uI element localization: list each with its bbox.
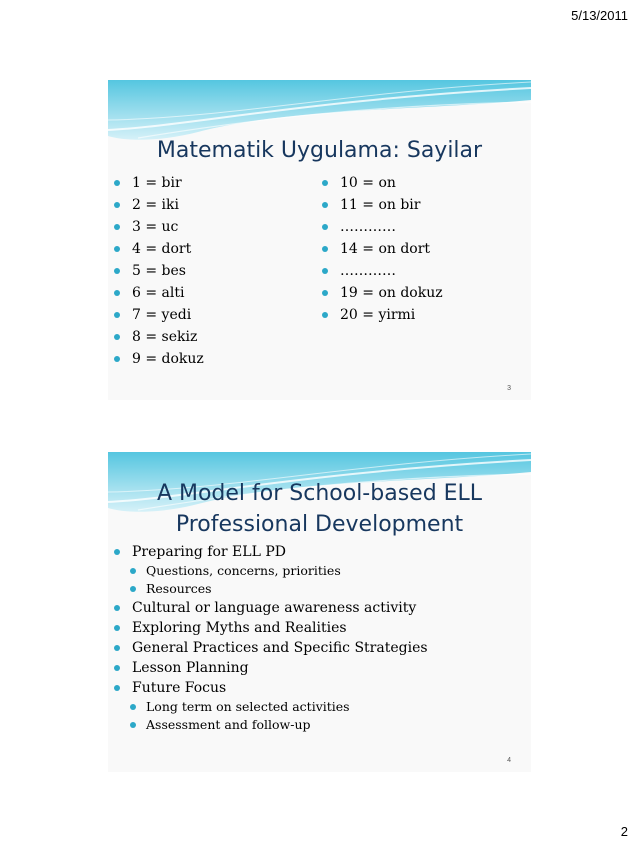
list-item: Exploring Myths and Realities	[114, 618, 428, 638]
list-item: …………	[322, 260, 443, 282]
slide-number: 3	[507, 385, 511, 392]
list-item: 9 = dokuz	[114, 348, 204, 370]
left-number-list	[114, 172, 204, 370]
slide-title	[108, 478, 531, 540]
list-subitem: Resources	[114, 580, 428, 598]
slide-4	[108, 452, 531, 772]
list-item: Cultural or language awareness activity	[114, 598, 428, 618]
list-item: 7 = yedi	[114, 304, 204, 326]
list-subitem: Long term on selected activities	[114, 698, 428, 716]
list-item: 19 = on dokuz	[322, 282, 443, 304]
page-number: 2	[620, 824, 628, 839]
list-item: 10 = on	[322, 172, 443, 194]
slide-title-line: Professional Development	[175, 512, 464, 537]
list-item: 1 = bir	[114, 172, 204, 194]
pd-outline-list	[114, 542, 428, 734]
list-item: 6 = alti	[114, 282, 204, 304]
slide-title-line: A Model for School-based ELL	[156, 481, 483, 506]
list-item: …………	[322, 216, 443, 238]
print-date: 5/13/2011	[571, 8, 628, 23]
slide-number: 4	[507, 757, 511, 764]
list-item: 4 = dort	[114, 238, 204, 260]
list-item: 3 = uc	[114, 216, 204, 238]
list-item: 8 = sekiz	[114, 326, 204, 348]
list-item: 2 = iki	[114, 194, 204, 216]
list-item: 11 = on bir	[322, 194, 443, 216]
slide-title: Matematik Uygulama: Sayilar	[156, 138, 483, 163]
slide-3	[108, 80, 531, 400]
list-subitem: Questions, concerns, priorities	[114, 562, 428, 580]
list-item: General Practices and Specific Strategies	[114, 638, 428, 658]
list-item: 20 = yirmi	[322, 304, 443, 326]
list-item: Preparing for ELL PD	[114, 542, 428, 562]
list-item: 14 = on dort	[322, 238, 443, 260]
list-item: Future Focus	[114, 678, 428, 698]
list-subitem: Assessment and follow-up	[114, 716, 428, 734]
right-number-list	[322, 172, 443, 326]
list-item: 5 = bes	[114, 260, 204, 282]
list-item: Lesson Planning	[114, 658, 428, 678]
